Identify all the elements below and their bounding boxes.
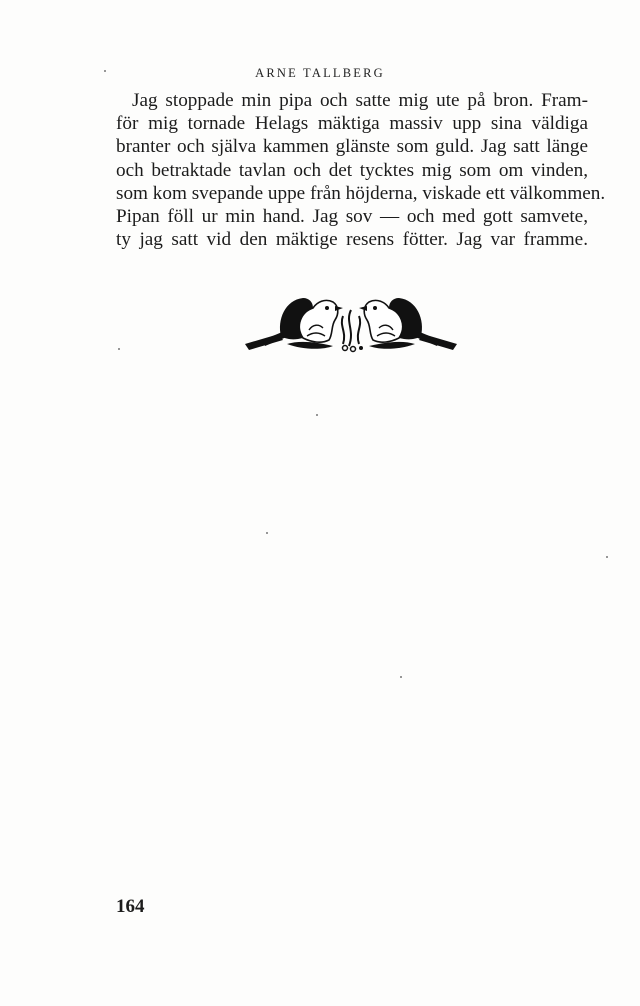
body-paragraph (116, 89, 606, 251)
two-birds-vignette-icon (243, 290, 459, 356)
running-head: ARNE TALLBERG (255, 66, 385, 80)
text-line: Jag stoppade min pipa och satte mig ute på bron. Fram- (132, 90, 588, 111)
paper-speck (104, 70, 106, 72)
paper-speck (316, 414, 318, 416)
paper-speck (266, 532, 268, 534)
text-line: branter och själva kammen glänste som guld. Jag satt länge (116, 136, 588, 158)
text-line: Pipan föll ur min hand. Jag sov — och med gott samvete, (116, 206, 588, 228)
text-line: som kom svepande uppe från höjderna, viskade ett välkommen. (116, 182, 606, 204)
paper-speck (606, 556, 608, 558)
right-bird-icon (359, 298, 457, 350)
paper-speck (400, 676, 402, 678)
center-flourish-icon (342, 310, 363, 352)
text-line: och betraktade tavlan och det tycktes mig som om vinden, (116, 159, 588, 181)
page-number: 164 (116, 896, 145, 917)
left-bird-icon (245, 298, 343, 350)
text-line: för mig tornade Helags mäktiga massiv upp sina väldiga (116, 113, 588, 135)
text-line: ty jag satt vid den mäktige resens fötter. Jag var framme. (116, 229, 588, 251)
paper-speck (118, 348, 120, 350)
